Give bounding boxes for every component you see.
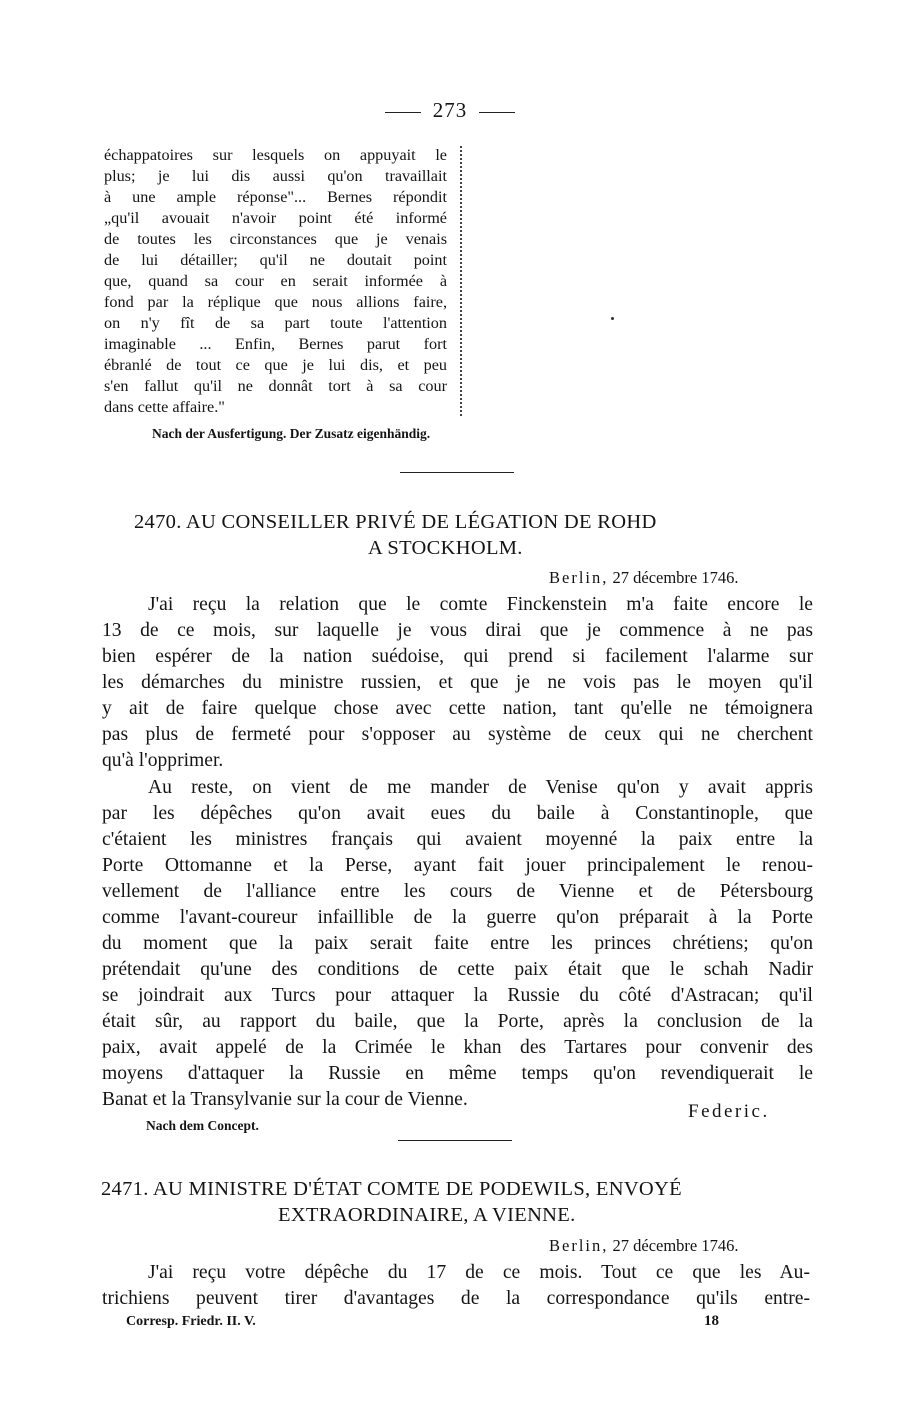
source-note-concept: Nach dem Concept. — [146, 1118, 259, 1133]
page-number-dash-right — [479, 112, 515, 113]
note-line: de toutes les circonstances que je venais — [104, 230, 447, 248]
body-line: J'ai reçu la relation que le comte Finckenstein m'a faite encore le — [148, 594, 813, 615]
footer-title: Corresp. Friedr. II. V. — [126, 1314, 256, 1329]
note-line: on n'y fît de sa part toute l'attention — [104, 314, 447, 332]
body-line: Banat et la Transylvanie sur la cour de Vienne. — [102, 1089, 468, 1110]
body-line: par les dépêches qu'on avait eues du baile à Constantinople, que — [102, 803, 813, 824]
note-line: fond par la réplique que nous allions faire, — [104, 293, 447, 311]
letter-2470-heading-place: A STOCKHOLM. — [368, 537, 523, 559]
dateline-place: Berlin, — [549, 568, 609, 587]
dateline-place: Berlin, — [549, 1236, 609, 1255]
page-number-dash-left — [385, 112, 421, 113]
body-line: moyens d'attaquer la Russie en même temps qu'on revendiquerait le — [102, 1063, 813, 1084]
body-line: J'ai reçu votre dépêche du 17 de ce mois. Tout ce que les Au- — [148, 1262, 810, 1283]
body-line: paix, avait appelé de la Crimée le khan des Tartares pour convenir des — [102, 1037, 813, 1058]
note-line: plus; je lui dis aussi qu'on travaillait — [104, 167, 447, 185]
dateline-date: 27 décembre 1746. — [612, 1236, 739, 1255]
note-line: de lui détailler; qu'il ne doutait point — [104, 251, 447, 269]
body-line: du moment que la paix serait faite entre les princes chrétiens; qu'on — [102, 933, 813, 954]
body-line: c'étaient les ministres français qui avaient moyenné la paix entre la — [102, 829, 813, 850]
source-note-ausfertigung: Nach der Ausfertigung. Der Zusatz eigenhändig. — [152, 426, 431, 441]
body-line: comme l'avant-coureur infaillible de la guerre qu'on préparait à la Porte — [102, 907, 813, 928]
letter-2471-heading: 2471. AU MINISTRE D'ÉTAT COMTE DE PODEWILS, ENVOYÉ — [101, 1178, 682, 1200]
dateline-date: 27 décembre 1746. — [612, 568, 739, 587]
stray-dot-mark — [611, 317, 614, 320]
note-line: „qu'il avouait n'avoir point été informé — [104, 209, 447, 227]
letter-2470-dateline — [549, 568, 739, 588]
note-line: que, quand sa cour en serait informée à — [104, 272, 447, 290]
section-divider — [398, 1140, 512, 1141]
note-line: à une ample réponse"... Bernes répondit — [104, 188, 447, 206]
section-divider — [400, 472, 514, 473]
body-line: les démarches du ministre russien, et que je ne vois pas le moyen qu'il — [102, 672, 813, 693]
body-line: vellement de l'alliance entre les cours de Vienne et de Pétersbourg — [102, 881, 813, 902]
footer-signature-mark: 18 — [704, 1313, 719, 1329]
body-line: 13 de ce mois, sur laquelle je vous dirai que je commence à ne pas — [102, 620, 813, 641]
column-dotted-rule — [460, 146, 462, 416]
body-line: prétendait qu'une des conditions de cette paix était que le schah Nadir — [102, 959, 813, 980]
letter-2471-dateline — [549, 1236, 739, 1256]
note-line: s'en fallut qu'il ne donnât tort à sa cour — [104, 377, 447, 395]
body-line: qu'à l'opprimer. — [102, 750, 224, 771]
note-line: dans cette affaire." — [104, 398, 225, 416]
page-number-text: 273 — [432, 98, 468, 122]
note-line: imaginable ... Enfin, Bernes parut fort — [104, 335, 447, 353]
body-line: trichiens peuvent tirer d'avantages de la correspondance qu'ils entre- — [102, 1288, 810, 1309]
body-line: bien espérer de la nation suédoise, qui prend si facilement l'alarme sur — [102, 646, 813, 667]
letter-2470-signature: Federic. — [688, 1101, 770, 1122]
body-line: pas plus de fermeté pour s'opposer au système de ceux qui ne cherchent — [102, 724, 813, 745]
page-number — [0, 98, 900, 123]
body-line: Porte Ottomanne et la Perse, ayant fait jouer principalement le renou- — [102, 855, 813, 876]
body-line: se joindrait aux Turcs pour attaquer la Russie du côté d'Astracan; qu'il — [102, 985, 813, 1006]
letter-2470-heading: 2470. AU CONSEILLER PRIVÉ DE LÉGATION DE ROHD — [134, 511, 657, 533]
note-line: échappatoires sur lesquels on appuyait le — [104, 146, 447, 164]
body-line: était sûr, au rapport du baile, que la Porte, après la conclusion de la — [102, 1011, 813, 1032]
letter-2471-heading-place: EXTRAORDINAIRE, A VIENNE. — [278, 1204, 576, 1226]
body-line: y ait de faire quelque chose avec cette nation, tant qu'elle ne témoignera — [102, 698, 813, 719]
body-line: Au reste, on vient de me mander de Venise qu'on y avait appris — [148, 777, 813, 798]
note-line: ébranlé de tout ce que je lui dis, et peu — [104, 356, 447, 374]
